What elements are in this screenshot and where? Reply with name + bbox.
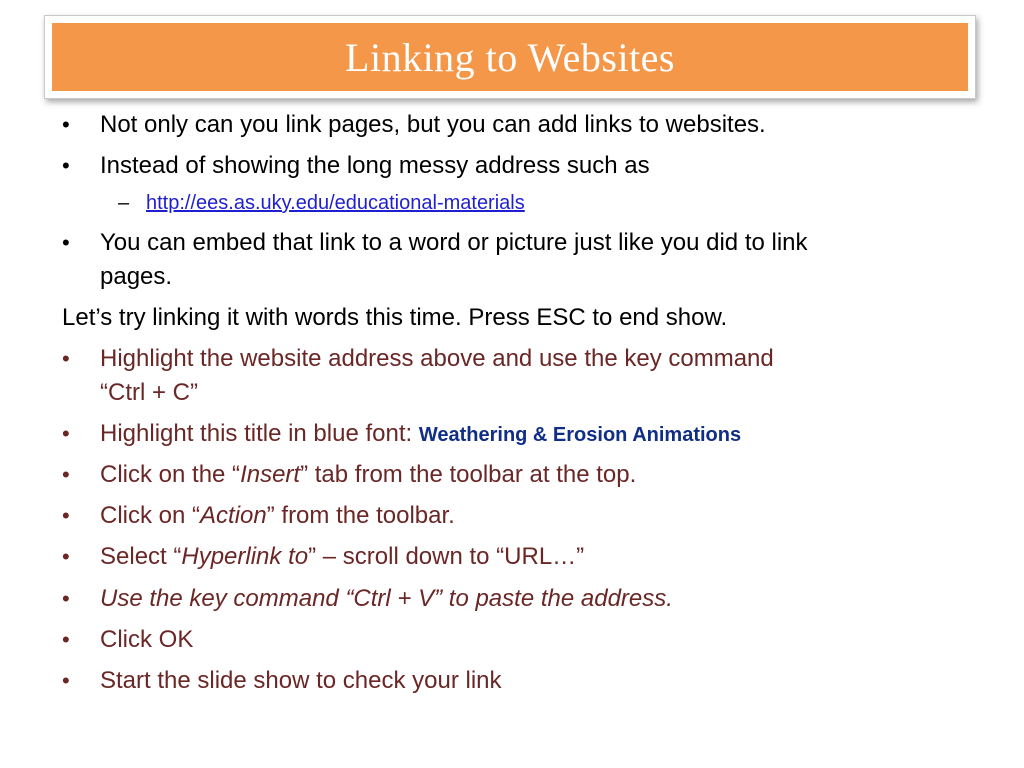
website-address-link[interactable]: http://ees.as.uky.edu/educational-materials bbox=[146, 192, 525, 214]
bullet-text: You can embed that link to a word or picture just like you did to link bbox=[100, 229, 808, 256]
step-emphasis: Insert bbox=[240, 461, 301, 488]
step-text: Click OK bbox=[100, 626, 194, 653]
bullet-glyph: • bbox=[62, 153, 70, 178]
bullet-glyph: • bbox=[62, 230, 70, 255]
bullet-glyph: • bbox=[62, 503, 70, 528]
step-text bbox=[100, 539, 584, 574]
bullet-text: Instead of showing the long messy address such as bbox=[100, 152, 650, 179]
slide-title: Linking to Websites bbox=[345, 34, 675, 80]
blue-font-title[interactable]: Weathering & Erosion Animations bbox=[418, 424, 742, 446]
step-part: ” – scroll down to “URL…” bbox=[308, 543, 585, 570]
step-emphasis: Action bbox=[200, 502, 267, 529]
step-part: Click on the “ bbox=[100, 461, 241, 488]
bullet-glyph: • bbox=[62, 346, 70, 371]
bullet-glyph: • bbox=[62, 544, 70, 569]
step-part: Click on “ bbox=[100, 502, 201, 529]
instruction-text: Let’s try linking it with words this time. Press ESC to end show. bbox=[62, 304, 728, 331]
step-emphasis: Hyperlink to bbox=[181, 543, 309, 570]
instruction-line bbox=[62, 300, 727, 335]
bullet-text: Not only can you link pages, but you can add links to websites. bbox=[100, 111, 766, 138]
step-part: Select “ bbox=[100, 543, 182, 570]
step-text: Use the key command “Ctrl + V” to paste the address. bbox=[100, 585, 673, 612]
dash-glyph: – bbox=[118, 192, 130, 214]
step-text bbox=[100, 498, 455, 533]
bullet-glyph: • bbox=[62, 421, 70, 446]
step-part: ” tab from the toolbar at the top. bbox=[300, 461, 637, 488]
bullet-glyph: • bbox=[62, 462, 70, 487]
step-text bbox=[100, 416, 741, 453]
bullet-glyph: • bbox=[62, 627, 70, 652]
bullet-text: pages. bbox=[100, 263, 173, 290]
bullet-glyph: • bbox=[62, 112, 70, 137]
step-part: ” from the toolbar. bbox=[266, 502, 455, 529]
bullet-glyph: • bbox=[62, 668, 70, 693]
step-text: “Ctrl + C” bbox=[100, 379, 198, 406]
step-text: Highlight the website address above and use the key command bbox=[100, 345, 774, 372]
bullet-glyph: • bbox=[62, 586, 70, 611]
step-text bbox=[100, 457, 636, 492]
step-prefix: Highlight this title in blue font: bbox=[100, 420, 419, 447]
step-text: Start the slide show to check your link bbox=[100, 667, 502, 694]
